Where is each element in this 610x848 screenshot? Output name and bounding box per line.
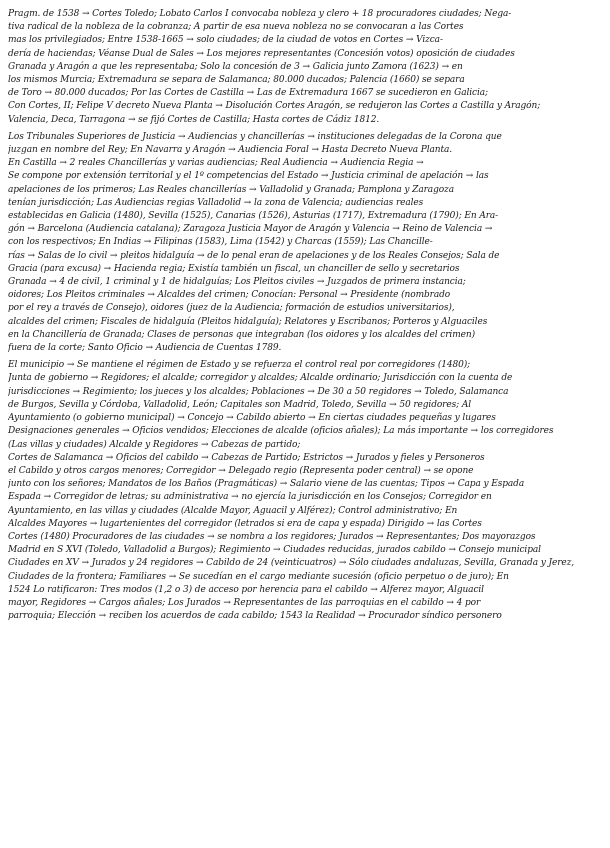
note-line: con los respectivos; En Indias → Filipinas (1583), Lima (1542) y Charcas (1559); Las Chancille- (8, 237, 433, 248)
note-line: mayor, Regidores → Cargos añales; Los Jurados → Representantes de las parroquias en el cabildo → 4 por (8, 597, 481, 608)
note-line: jurisdicciones → Regimiento; los jueces y los alcaldes; Poblaciones → De 30 a 50 regidores → Toledo, Salamanca (8, 386, 509, 397)
note-line: Ayuntamiento (o gobierno municipal) → Concejo → Cabildo abierto → En ciertas ciudades pequeñas y lugares (8, 413, 496, 424)
note-line: establecidas en Galicia (1480), Sevilla (1525), Canarias (1526), Asturias (1717), Extremadura (1790); En Ara- (8, 211, 499, 222)
note-line: Granada y Aragón a que les representaba; Solo la concesión de 3 → Galicia junto Zamora (1623) → en (8, 61, 463, 72)
note-line: de Burgos, Sevilla y Córdoba, Valladolid, León; Capitales son Madrid, Toledo, Sevilla → 50 regidores; Al (8, 399, 471, 410)
note-line: En Castilla → 2 reales Chancillerías y varias audiencias; Real Audiencia → Audiencia Regia → (8, 158, 424, 169)
note-line: de Toro → 80.000 ducados; Por las Cortes de Castilla → Las de Extremadura 1667 se sucedieron en Galicia; (8, 88, 488, 99)
note-line: oidores; Los Pleitos criminales → Alcaldes del crimen; Conocían: Personal → Presidente (nombrado (8, 290, 451, 301)
note-line: junto con los señores; Mandatos de los Baños (Pragmáticas) → Salario viene de las cuentas; Tipos → Capa y Espada (8, 479, 525, 490)
note-line: Espada → Corregidor de letras; su administrativa → no ejercía la jurisdicción en los Consejos; Corregidor en (8, 492, 492, 503)
note-line: Designaciones generales → Oficios vendidos; Elecciones de alcalde (oficios añales); La más importante → los corregidores (8, 426, 554, 437)
note-line: Ciudades de la frontera; Familiares → Se sucedían en el cargo mediante sucesión (oficio perpetuo o de juro); En (8, 571, 509, 582)
note-line: gón → Barcelona (Audiencia catalana); Zaragoza Justicia Mayor de Aragón y Valencia → Reino de Valencia → (8, 224, 493, 235)
note-line: dería de haciendas; Véanse Dual de Sales → Los mejores representantes (Concesión votos) oposición de ciudades (8, 48, 515, 59)
note-line: Valencia, Deca, Tarragona → se fijó Cortes de Castilla; Hasta cortes de Cádiz 1812. (8, 114, 380, 125)
note-line: el Cabildo y otros cargos menores; Corregidor → Delegado regio (Representa poder central) → se opone (8, 465, 474, 476)
note-line: Cortes (1480) Procuradores de las ciudades → se nombra a los regidores; Jurados → Representantes; Dos mayorazgos (8, 531, 536, 542)
note-line: alcaldes del crimen; Fiscales de hidalguía (Pleitos hidalguía); Relatores y Escribanos; Porteros y Alguaciles (8, 316, 488, 327)
note-line: Con Cortes, II; Felipe V decreto Nueva Planta → Disolución Cortes Aragón, se redujeron las Cortes a Castilla y Aragón; (8, 101, 541, 112)
note-line: Granada → 4 de civil, 1 criminal y 1 de hidalguías; Los Pleitos civiles → Juzgados de primera instancia; (8, 277, 466, 288)
note-line: Cortes de Salamanca → Oficios del cabildo → Cabezas de Partido; Estrictos → Jurados y fieles y Personeros (8, 452, 485, 463)
note-line: parroquia; Elección → reciben los acuerdos de cada cabildo; 1543 la Realidad → Procurador síndico personero (8, 611, 502, 622)
note-line: Pragm. de 1538 → Cortes Toledo; Lobato Carlos I convocaba nobleza y clero + 18 procuradores ciudades; Nega- (8, 9, 512, 19)
note-line: Ayuntamiento, en las villas y ciudades (Alcalde Mayor, Aguacil y Alférez); Control administrativo; En (8, 505, 458, 516)
note-line: Madrid en S XVI (Toledo, Valladolid a Burgos); Regimiento → Ciudades reducidas, jurados cabildo → Consejo municipal (8, 545, 541, 556)
note-line: los mismos Murcia; Extremadura se separa de Salamanca; 80.000 ducados; Palencia (1660) se separa (8, 75, 465, 86)
note-line: (Las villas y ciudades) Alcalde y Regidores → Cabezas de partido; (8, 439, 301, 450)
note-line: rías → Salas de lo civil → pleitos hidalguía → de lo penal eran de apelaciones y de los Reales Consejos; Sala de (8, 250, 500, 261)
note-line: tenían jurisdicción; Las Audiencias regias Valladolid → la zona de Valencia; audiencias reales (8, 197, 424, 208)
note-line: Alcaldes Mayores → lugartenientes del corregidor (letrados si era de capa y espada) Dirigido → las Cortes (8, 518, 482, 529)
note-line: juzgan en nombre del Rey; En Navarra y Aragón → Audiencia Foral → Hasta Decreto Nueva Planta. (8, 145, 453, 156)
note-line: apelaciones de los primeros; Las Reales chancillerías → Valladolid y Granada; Pamplona y Zaragoza (8, 184, 454, 195)
note-line: Gracia (para excusa) → Hacienda regia; Existía también un fiscal, un chanciller de sello y secretarios (8, 263, 460, 274)
note-line: Se compone por extensión territorial y el 1º competencias del Estado → Justicia criminal de apelación → las (8, 171, 489, 182)
note-line: en la Chancillería de Granada; Clases de personas que integraban (los oidores y los alcaldes del crimen) (8, 329, 475, 340)
note-line: fuera de la corte; Santo Oficio → Audiencia de Cuentas 1789. (8, 343, 282, 354)
note-line: por el rey a través de Consejo), oidores (juez de la Audiencia; formación de estudios universitarios), (8, 303, 455, 314)
section-heading-line: Los Tribunales Superiores de Justicia → Audiencias y chancillerías → instituciones delegadas de la Corona que (8, 131, 502, 142)
note-line: tiva radical de la nobleza de la cobranza; A partir de esa nueva nobleza no se convocaran a las Cortes (8, 22, 464, 33)
section-heading-line: El municipio → Se mantiene el régimen de Estado y se refuerza el control real por corregidores (1480); (8, 360, 471, 371)
note-line: mas los privilegiados; Entre 1538-1665 → solo ciudades; de la ciudad de votos en Cortes → Vizca- (8, 35, 443, 46)
note-line: Junta de gobierno → Regidores; el alcalde; corregidor y alcaldes; Alcalde ordinario; Jurisdicción con la cuenta de (8, 373, 513, 384)
note-line: 1524 Lo ratificaron: Tres modos (1,2 o 3) de acceso por herencia para el cabildo → Alferez mayor, Alguacil (8, 584, 484, 595)
note-line: Ciudades en XV → Jurados y 24 regidores → Cabildo de 24 (veinticuatros) → Sólo ciudades andaluzas, Sevilla, Granada y Jerez, (8, 558, 575, 569)
